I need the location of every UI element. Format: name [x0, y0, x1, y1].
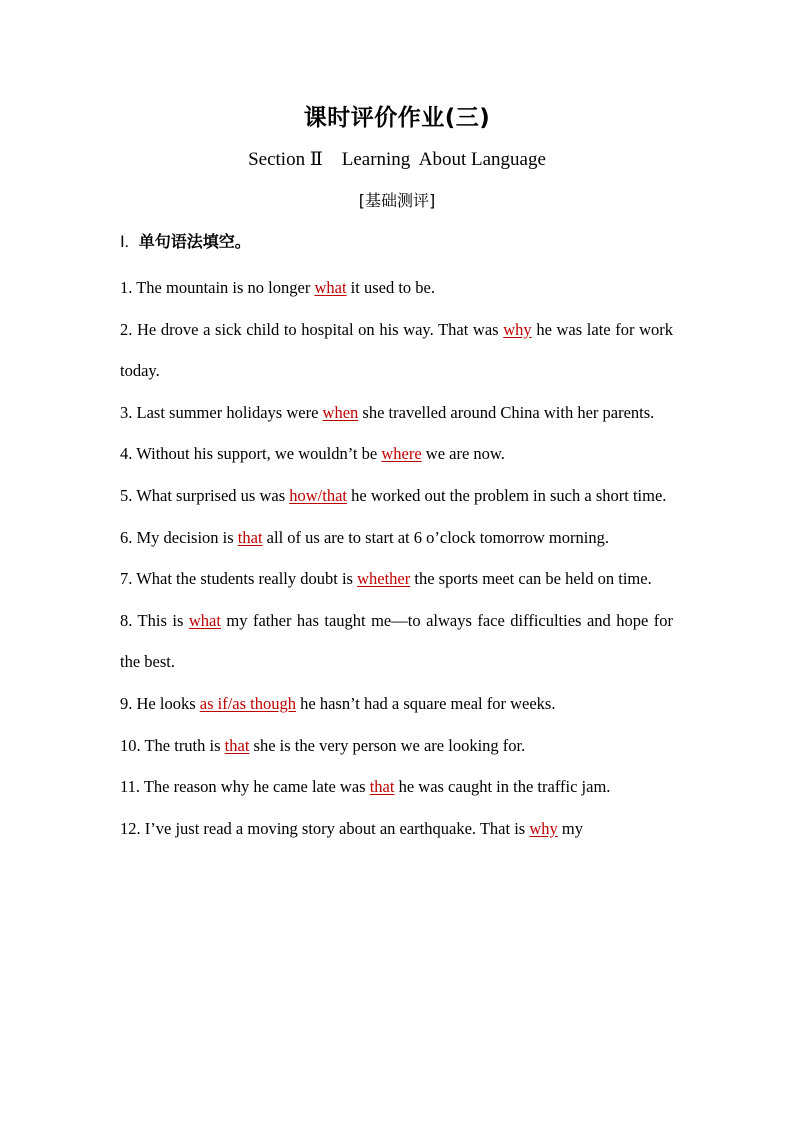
question-item	[120, 267, 673, 309]
assessment-tag: [基础测评]	[358, 191, 436, 210]
question-item	[120, 392, 673, 434]
answer-blank: as if/as though	[199, 693, 296, 713]
question-item	[120, 475, 673, 517]
question-text-after: all of us are to start at 6 o’clock tomorrow morning.	[266, 527, 609, 547]
question-text-after: we are now.	[425, 444, 505, 464]
question-text-before: 10. The truth is	[120, 735, 221, 755]
question-text-before: 1. The mountain is no longer	[120, 278, 311, 297]
answer-blank: that	[369, 777, 395, 797]
question-text-after: my	[561, 818, 583, 838]
question-item	[120, 808, 673, 850]
question-item	[120, 433, 673, 475]
question-item	[120, 600, 673, 683]
question-text-before: 12. I’ve just read a moving story about an earthquake. That is	[120, 818, 526, 838]
question-text-after: she travelled around China with her parents.	[362, 402, 655, 422]
section-subtitle: Section Ⅱ Learning About Language	[248, 149, 546, 170]
question-list	[120, 267, 673, 849]
answer-blank: when	[322, 402, 359, 422]
answer-blank: how/that	[289, 485, 348, 505]
question-text-after: he was caught in the traffic jam.	[398, 777, 611, 797]
answer-blank: what	[188, 610, 221, 630]
question-text-before: 4. Without his support, we wouldn’t be	[120, 444, 378, 464]
question-text-before: 6. My decision is	[120, 527, 234, 547]
question-item	[120, 517, 673, 559]
exercise-instruction: 单句语法填空。	[138, 232, 251, 251]
question-text-before: 8. This is	[120, 610, 184, 630]
question-text-before: 11. The reason why he came late was	[120, 777, 366, 797]
question-item	[120, 309, 673, 392]
answer-blank: why	[529, 818, 558, 838]
answer-blank: that	[237, 527, 263, 547]
question-item	[120, 766, 673, 808]
answer-blank: why	[503, 319, 532, 339]
question-item	[120, 683, 673, 725]
question-text-after: he was late for work today.	[120, 319, 674, 381]
question-item	[120, 558, 673, 600]
exercise-number: Ⅰ.	[120, 234, 129, 251]
question-item	[120, 725, 673, 767]
question-text-after: it used to be.	[350, 278, 435, 297]
page-title: 课时评价作业(三)	[303, 105, 491, 131]
answer-blank: where	[381, 444, 422, 464]
question-text-before: 2. He drove a sick child to hospital on his way. That was	[120, 319, 499, 339]
answer-blank: that	[224, 735, 250, 755]
exercise-heading	[120, 227, 251, 258]
question-text-before: 7. What the students really doubt is	[120, 569, 353, 589]
answer-blank: what	[314, 278, 347, 297]
question-text-after: he hasn’t had a square meal for weeks.	[300, 693, 556, 713]
question-text-after: the sports meet can be held on time.	[414, 569, 652, 589]
question-text-before: 9. He looks	[120, 693, 196, 713]
question-text-after: my father has taught me—to always face difficulties and hope for the best.	[120, 610, 674, 672]
question-text-before: 5. What surprised us was	[120, 485, 286, 505]
question-text-after: she is the very person we are looking for.	[253, 735, 526, 755]
question-text-after: he worked out the problem in such a short time.	[351, 485, 667, 505]
answer-blank: whether	[357, 569, 411, 589]
question-text-before: 3. Last summer holidays were	[120, 402, 319, 422]
